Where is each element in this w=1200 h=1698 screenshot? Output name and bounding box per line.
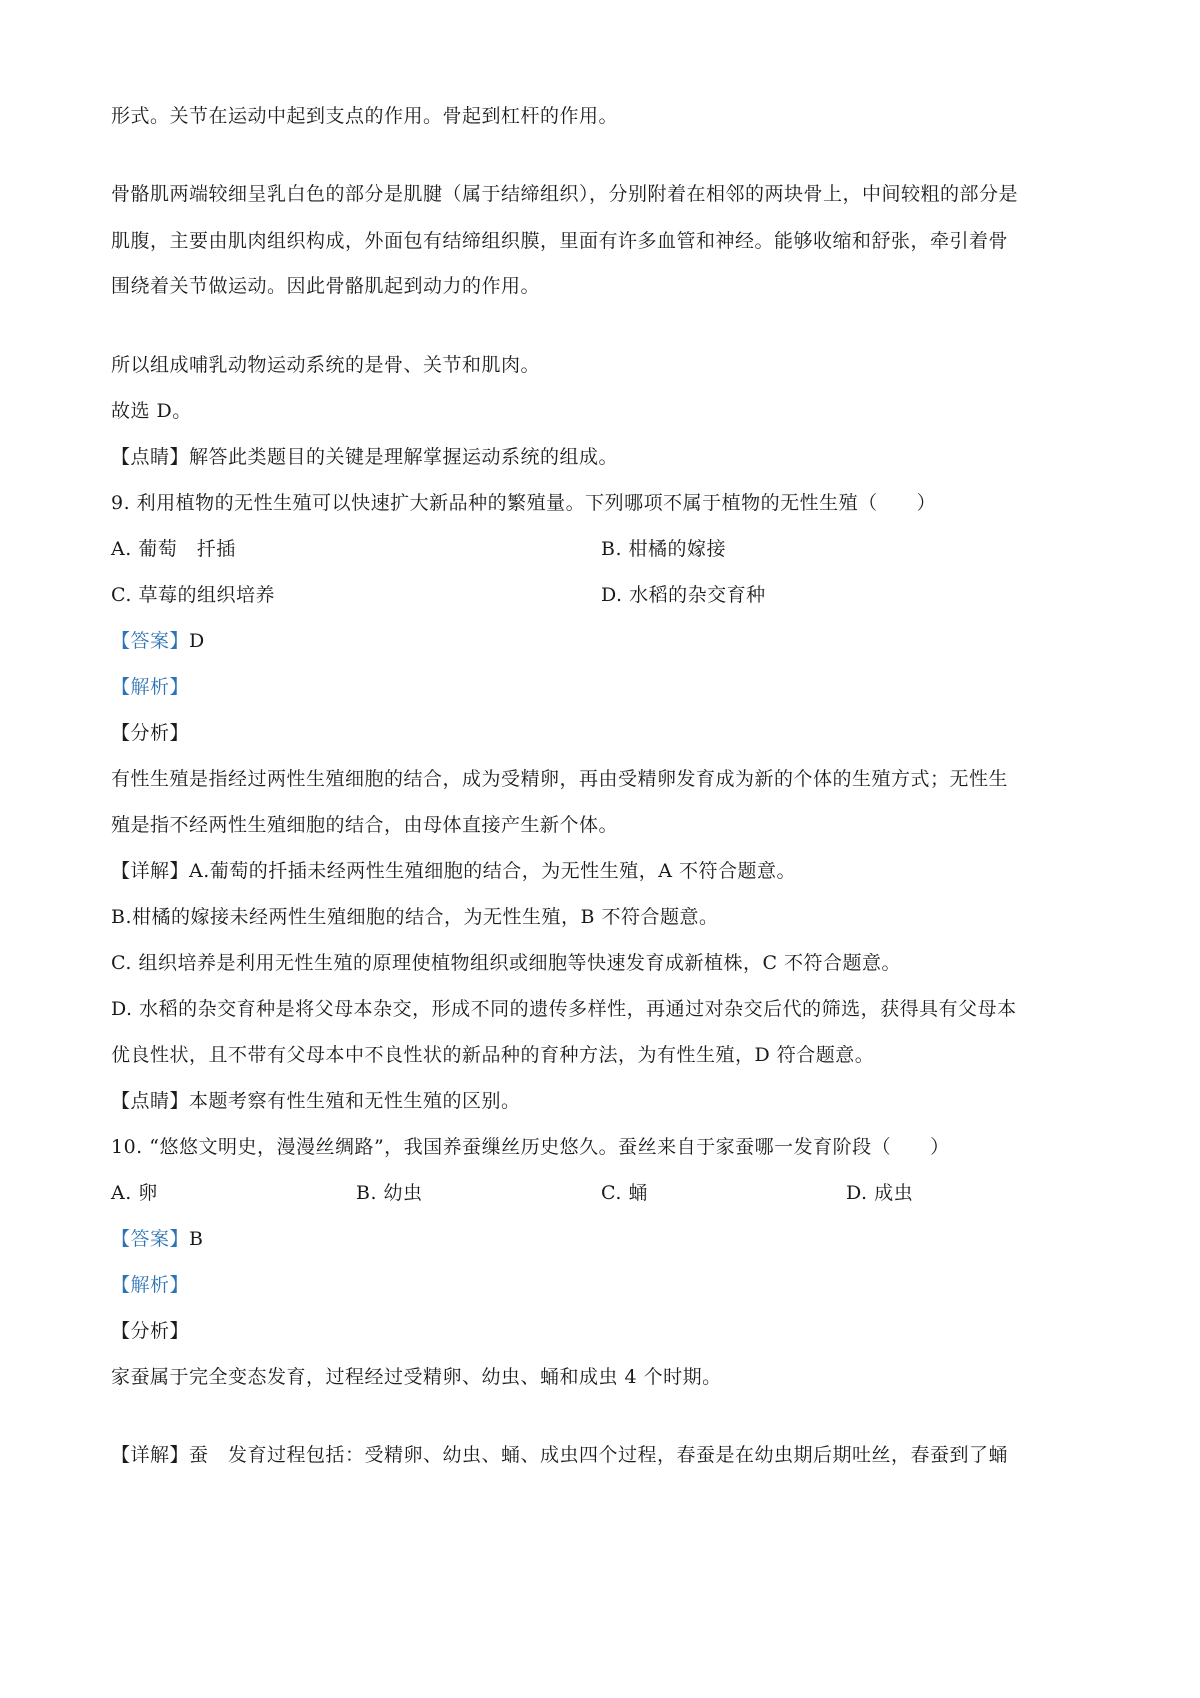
answer-tag: 【答案】 <box>111 1228 190 1250</box>
detail-line: 优良性状，且不带有父母本中不良性状的新品种的育种方法，为有性生殖，D 符合题意。 <box>111 1044 875 1066</box>
question-9-stem: 9. 利用植物的无性生殖可以快速扩大新品种的繁殖量。下列哪项不属于植物的无性生殖（ ） <box>111 492 937 514</box>
fenxi-tag: 【分析】 <box>111 1320 190 1342</box>
detail-line: 【详解】蚕 发育过程包括：受精卵、幼虫、蛹、成虫四个过程，春蚕是在幼虫期后期吐丝，春蚕到了蛹 <box>111 1444 1009 1466</box>
q9-option-a: A. 葡萄 扦插 <box>111 538 236 560</box>
detail-line: C. 组织培养是利用无性生殖的原理使植物组织或细胞等快速发育成新植株，C 不符合题意。 <box>111 952 902 974</box>
text-line: 肌腹，主要由肌肉组织构成，外面包有结缔组织膜，里面有许多血管和神经。能够收缩和舒张，牵引着骨 <box>111 230 1009 252</box>
q9-option-d: D. 水稻的杂交育种 <box>601 584 766 606</box>
q10-answer-line <box>111 1226 203 1252</box>
text-line: 殖是指不经两性生殖细胞的结合，由母体直接产生新个体。 <box>111 814 619 836</box>
text-line: 所以组成哺乳动物运动系统的是骨、关节和肌肉。 <box>111 354 541 376</box>
text-line: 形式。关节在运动中起到支点的作用。骨起到杠杆的作用。 <box>111 105 619 127</box>
q10-option-b: B. 幼虫 <box>356 1182 423 1204</box>
text-line: 骨骼肌两端较细呈乳白色的部分是肌腱（属于结缔组织），分别附着在相邻的两块骨上，中间较粗的部分是 <box>111 183 1019 205</box>
text-line: 家蚕属于完全变态发育，过程经过受精卵、幼虫、蛹和成虫 4 个时期。 <box>111 1366 722 1388</box>
q10-option-c: C. 蛹 <box>601 1182 648 1204</box>
answer-value: B <box>189 1228 204 1250</box>
detail-line: 【详解】A.葡萄的扦插未经两性生殖细胞的结合，为无性生殖，A 不符合题意。 <box>111 860 797 882</box>
text-line: 围绕着关节做运动。因此骨骼肌起到动力的作用。 <box>111 275 541 297</box>
text-line: 故选 D。 <box>111 400 192 422</box>
detail-line: D. 水稻的杂交育种是将父母本杂交，形成不同的遗传多样性，再通过对杂交后代的筛选，获得具有父母本 <box>111 998 1017 1020</box>
q9-answer-line <box>111 628 205 654</box>
answer-value: D <box>189 630 205 652</box>
q9-option-b: B. 柑橘的嫁接 <box>601 538 727 560</box>
fenxi-tag: 【分析】 <box>111 722 190 744</box>
q10-option-d: D. 成虫 <box>846 1182 914 1204</box>
text-line: 有性生殖是指经过两性生殖细胞的结合，成为受精卵，再由受精卵发育成为新的个体的生殖方式；无性生 <box>111 768 1009 790</box>
detail-line: B.柑橘的嫁接未经两性生殖细胞的结合，为无性生殖，B 不符合题意。 <box>111 906 719 928</box>
analysis-tag: 【解析】 <box>111 676 190 698</box>
q10-option-a: A. 卵 <box>111 1182 158 1204</box>
analysis-tag: 【解析】 <box>111 1274 190 1296</box>
question-10-stem: 10. “悠悠文明史，漫漫丝绸路”，我国养蚕缫丝历史悠久。蚕丝来自于家蚕哪一发育阶段（ ） <box>111 1136 950 1158</box>
answer-tag: 【答案】 <box>111 630 190 652</box>
dianjing-line: 【点睛】解答此类题目的关键是理解掌握运动系统的组成。 <box>111 446 619 468</box>
q9-option-c: C. 草莓的组织培养 <box>111 584 275 606</box>
dianjing-line: 【点睛】本题考察有性生殖和无性生殖的区别。 <box>111 1090 521 1112</box>
